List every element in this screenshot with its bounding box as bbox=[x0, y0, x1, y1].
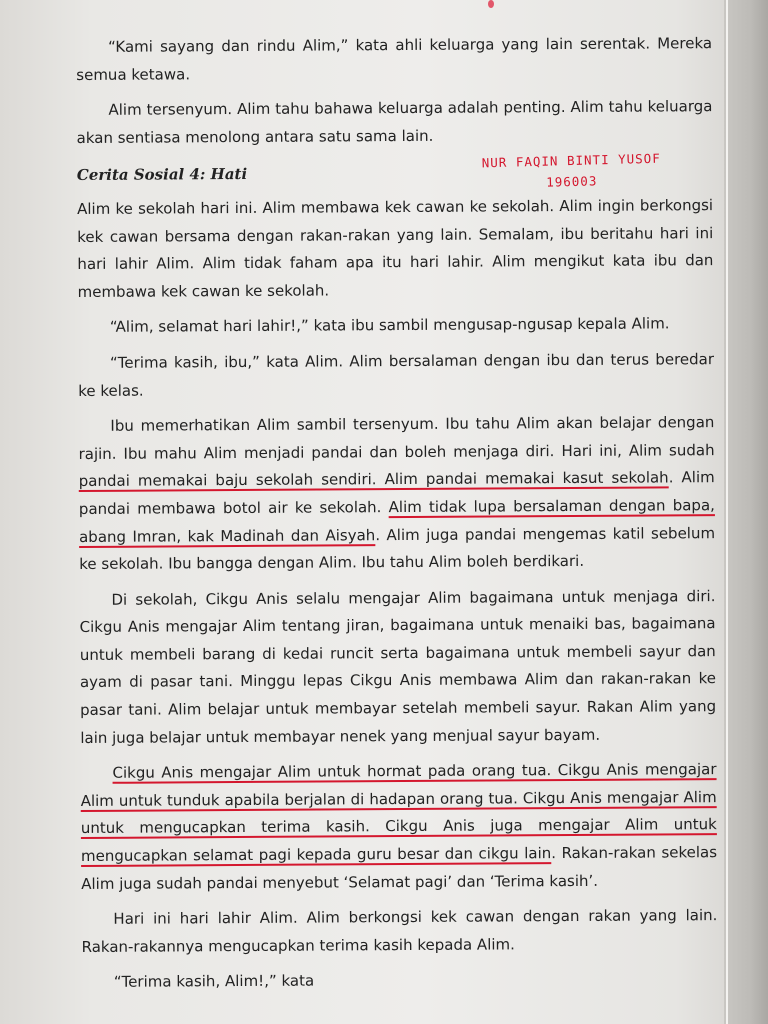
page-edge-highlight bbox=[726, 0, 728, 1024]
paragraph-respect bbox=[80, 756, 717, 898]
pen-mark bbox=[488, 0, 494, 8]
paragraph-sharing-cupcake: Hari ini hari lahir Alim. Alim berkongsi kek cawan dengan rakan yang lain. Rakan-rakannya mengucapkan terima kasih kepada Alim. bbox=[81, 906, 718, 956]
handwritten-annotation bbox=[481, 148, 661, 195]
paragraph-family-important: Alim tersenyum. Alim tahu bahawa keluarga adalah penting. Alim tahu keluarga akan sentiasa menolong antara satu sama lain. bbox=[76, 97, 713, 147]
underlined-text: Alim tidak lupa bersalaman dengan bapa, abang Imran, kak Madinah dan Aisyah bbox=[79, 496, 715, 546]
text-segment: . Alim pandai membawa botol air ke sekolah. bbox=[78, 468, 715, 518]
text-segment: Ibu memerhatikan Alim sambil tersenyum. Ibu tahu Alim akan belajar dengan rajin. Ibu mahu Alim menjadi pandai dan boleh menjaga diri. Hari ini, Alim sudah bbox=[78, 413, 715, 463]
handwritten-name: NUR FAQIN BINTI YUSOF bbox=[481, 150, 661, 171]
book-page-edge bbox=[724, 0, 768, 1024]
paragraph-cupcake: Alim ke sekolah hari ini. Alim membawa kek cawan ke sekolah. Alim ingin berkongsi kek cawan bersama dengan rakan-rakan yang lain. Semalam, ibu beritahu hari ini hari lahir Alim. Alim tidak faham apa itu hari lahir. Alim mengikut kata ibu dan membawa kek cawan ke sekolah. bbox=[77, 196, 714, 301]
paragraph-independence bbox=[78, 409, 715, 578]
handwritten-number: 196003 bbox=[546, 173, 598, 190]
section-heading: Cerita Sosial 4: Hati bbox=[76, 165, 248, 185]
paragraph-teacher-anis: Di sekolah, Cikgu Anis selalu mengajar Alim bagaimana untuk menjaga diri. Cikgu Anis mengajar Alim tentang jiran, bagaimana untuk menaiki bas, bagaimana untuk membeli barang di kedai runcit serta bagaimana untuk membeli sayur dan ayam di pasar tani. Minggu lepas Cikgu Anis membawa Alim dan rakan-rakan ke pasar tani. Alim belajar untuk membayar setelah membeli sayur. Rakan Alim yang lain juga belajar untuk membayar nenek yang menjual sayur bayam. bbox=[79, 586, 717, 747]
text-segment: . Rakan-rakan sekelas Alim juga sudah pandai menyebut ‘Selamat pagi’ dan ‘Terima kasih’. bbox=[81, 843, 718, 893]
paragraph-birthday-greeting: “Alim, selamat hari lahir!,” kata ibu sambil mengusap-ngusap kepala Alim. bbox=[109, 314, 670, 337]
underlined-text: Cikgu Anis mengajar Alim untuk hormat pada orang tua. Cikgu Anis mengajar Alim untuk tunduk apabila berjalan di hadapan orang tua. Cikgu Anis mengajar Alim untuk mengucapkan terima kasih. Cikgu Anis juga mengajar Alim untuk mengucapkan selamat pagi kepada guru besar dan cikgu lain bbox=[80, 760, 717, 866]
paragraph-cut-off: “Terima kasih, Alim!,” kata bbox=[113, 971, 315, 992]
text-segment: . Alim juga pandai mengemas katil sebelum ke sekolah. Ibu bangga dengan Alim. Ibu tahu Alim boleh berdikari. bbox=[79, 523, 716, 574]
underlined-text: pandai memakai baju sekolah sendiri. Alim pandai memakai kasut sekolah bbox=[78, 468, 669, 491]
paragraph-family-laugh: “Kami sayang dan rindu Alim,” kata ahli keluarga yang lain serentak. Mereka semua ketawa. bbox=[76, 34, 713, 84]
paragraph-thank-mother: “Terima kasih, ibu,” kata Alim. Alim bersalaman dengan ibu dan terus beredar ke kelas. bbox=[78, 350, 715, 400]
